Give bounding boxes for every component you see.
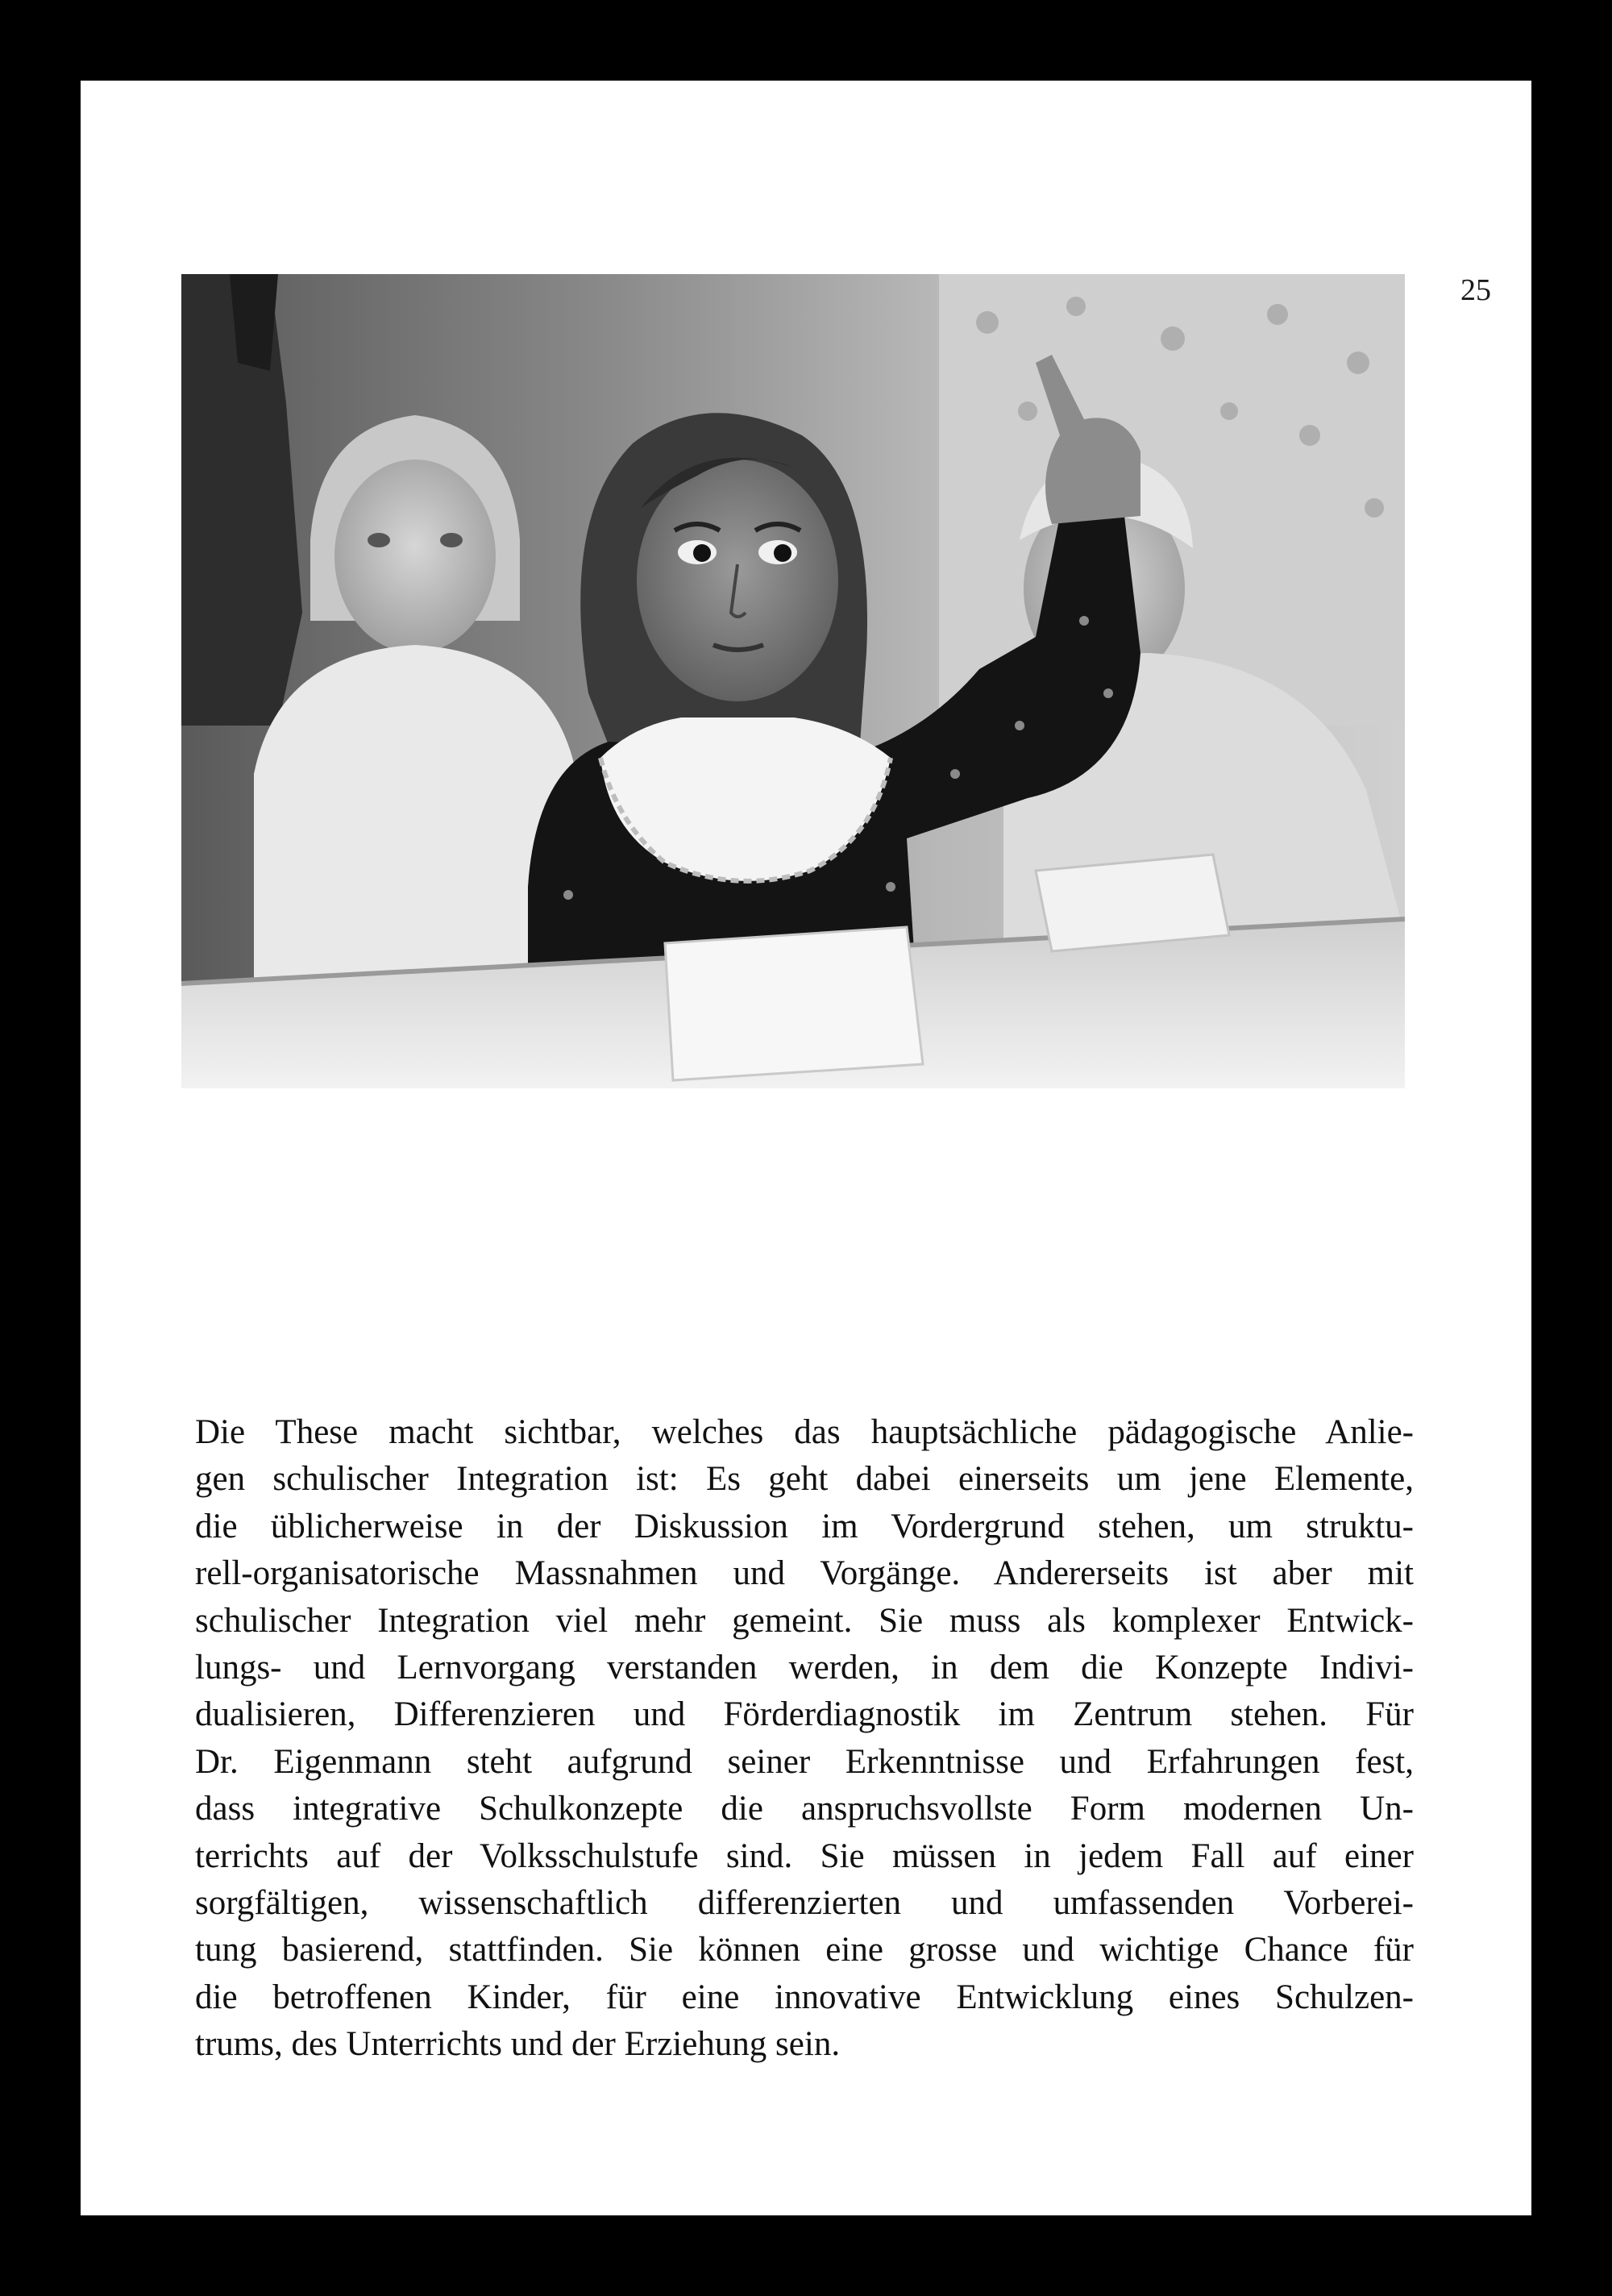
paragraph-line: tung basierend, stattfinden. Sie können eine grosse und wichtige Chance für: [195, 1931, 1414, 1969]
body-paragraph: [195, 1409, 1414, 2069]
paragraph-line: trums, des Unterrichts und der Erziehung sein.: [195, 2025, 841, 2064]
page-number: 25: [1460, 273, 1491, 307]
paragraph-line: lungs- und Lernvorgang verstanden werden, in dem die Konzepte Indivi-: [195, 1649, 1414, 1687]
paragraph-line: Dr. Eigenmann steht aufgrund seiner Erkenntnisse und Erfahrungen fest,: [195, 1742, 1414, 1781]
paragraph-line: dualisieren, Differenzieren und Förderdiagnostik im Zentrum stehen. Für: [195, 1695, 1414, 1734]
paragraph-line: die betroffenen Kinder, für eine innovative Entwicklung eines Schulzen-: [195, 1978, 1414, 2016]
paragraph-line: sorgfältigen, wissenschaftlich differenzierten und umfassenden Vorberei-: [195, 1884, 1414, 1923]
paragraph-line: Die These macht sichtbar, welches das hauptsächliche pädagogische Anlie-: [195, 1413, 1414, 1451]
paragraph-line: terrichts auf der Volksschulstufe sind. Sie müssen in jedem Fall auf einer: [195, 1836, 1414, 1875]
classroom-photo: [181, 274, 1405, 1088]
paragraph-line: gen schulischer Integration ist: Es geht dabei einerseits um jene Elemente,: [195, 1460, 1414, 1499]
paragraph-line: schulischer Integration viel mehr gemeint. Sie muss als komplexer Entwick-: [195, 1601, 1414, 1640]
paragraph-line: die üblicherweise in der Diskussion im Vordergrund stehen, um struktu-: [195, 1507, 1414, 1545]
classroom-photo-illustration: [181, 274, 1405, 1088]
paragraph-line: rell-organisatorische Massnahmen und Vorgänge. Andererseits ist aber mit: [195, 1554, 1414, 1593]
paragraph-line: dass integrative Schulkonzepte die anspruchsvollste Form modernen Un-: [195, 1790, 1414, 1828]
